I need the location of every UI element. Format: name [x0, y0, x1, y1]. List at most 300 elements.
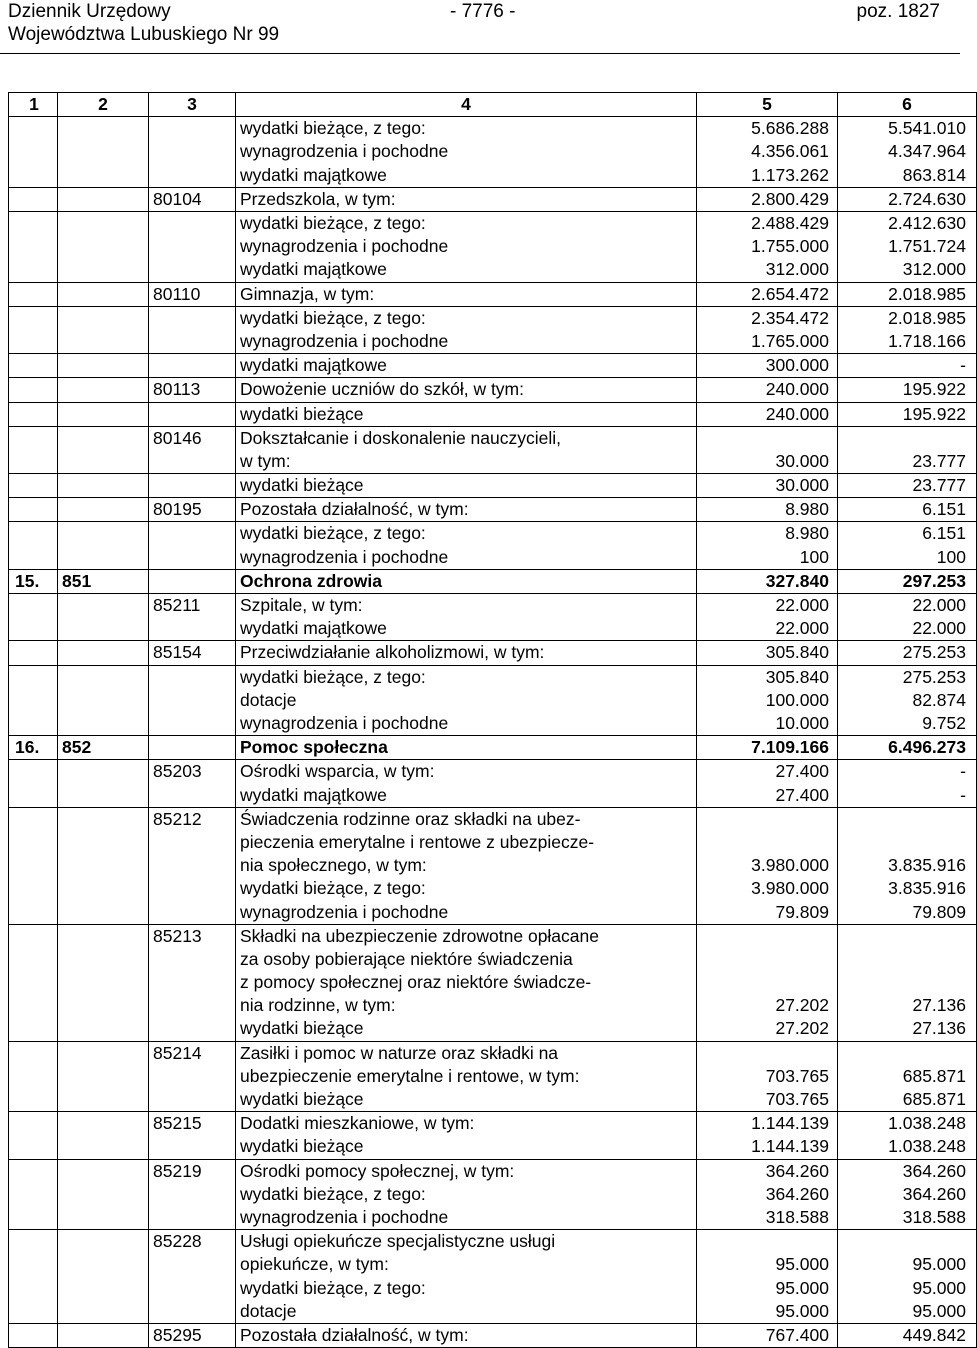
cell-col-5	[697, 354, 838, 378]
col-header-6: 6	[838, 93, 977, 117]
cell-line: Pozostała działalność, w tym:	[240, 1324, 469, 1345]
cell-col-5	[697, 282, 838, 306]
cell-line	[842, 808, 966, 831]
cell-line: 95.000	[912, 1300, 966, 1321]
cell-col-5	[697, 569, 838, 593]
cell-line	[701, 831, 829, 854]
cell-line: 27.202	[775, 995, 829, 1016]
cell-line: 8.980	[785, 499, 829, 520]
cell-col-4	[236, 1112, 697, 1159]
column-header-row	[9, 93, 977, 117]
cell-col-3: 85154	[149, 641, 236, 665]
cell-line	[842, 427, 966, 450]
cell-col-1	[9, 1323, 58, 1347]
cell-line: wydatki bieżące, z tego:	[240, 666, 426, 687]
col-header-1: 1	[9, 93, 58, 117]
cell-line: w tym:	[240, 450, 291, 471]
col-header-3: 3	[149, 93, 236, 117]
cell-line: 22.000	[912, 618, 966, 639]
cell-line: Dodatki mieszkaniowe, w tym:	[240, 1113, 475, 1134]
cell-col-5	[697, 426, 838, 473]
cell-col-3	[149, 474, 236, 498]
cell-line: 703.765	[765, 1089, 829, 1109]
cell-line: 1.755.000	[751, 236, 829, 257]
cell-line: 79.809	[912, 901, 966, 922]
cell-line: 22.000	[775, 595, 829, 616]
cell-line: 1.173.262	[751, 164, 829, 185]
cell-col-4	[236, 665, 697, 736]
cell-line: 318.588	[902, 1206, 966, 1227]
cell-col-3	[149, 354, 236, 378]
cell-line: 703.765	[765, 1065, 829, 1086]
cell-line: 6.151	[922, 523, 966, 544]
cell-col-5	[697, 924, 838, 1041]
cell-line: 2.488.429	[751, 212, 829, 233]
cell-line	[701, 971, 829, 994]
cell-line: wydatki majątkowe	[240, 164, 387, 185]
cell-col-1	[9, 760, 58, 807]
cell-col-2	[58, 1041, 149, 1112]
table-row	[9, 1230, 977, 1324]
cell-col-3	[149, 665, 236, 736]
cell-line: 100.000	[765, 689, 829, 710]
cell-line	[701, 925, 829, 948]
table-row	[9, 426, 977, 473]
cell-col-3: 80104	[149, 187, 236, 211]
cell-line: -	[960, 761, 966, 782]
cell-col-4	[236, 594, 697, 641]
cell-line: Dowożenie uczniów do szkół, w tym:	[240, 379, 524, 400]
table-row	[9, 211, 977, 282]
cell-col-5	[697, 1041, 838, 1112]
cell-col-2	[58, 378, 149, 402]
cell-col-5	[697, 474, 838, 498]
cell-line: 6.496.273	[888, 737, 966, 758]
cell-line: wydatki bieżące	[240, 403, 364, 424]
cell-line: 195.922	[902, 379, 966, 400]
cell-col-4	[236, 924, 697, 1041]
cell-line: wynagrodzenia i pochodne	[240, 712, 449, 733]
cell-col-2	[58, 807, 149, 924]
cell-line: 240.000	[765, 379, 829, 400]
cell-line: 2.018.985	[888, 283, 966, 304]
cell-line: 685.871	[902, 1089, 966, 1109]
cell-col-5	[697, 1159, 838, 1230]
cell-col-6	[838, 498, 977, 522]
cell-col-5	[697, 522, 838, 569]
cell-line: 10.000	[775, 712, 829, 733]
table-row	[9, 594, 977, 641]
cell-line: wydatki bieżące, z tego:	[240, 118, 426, 139]
cell-col-3: 80110	[149, 282, 236, 306]
cell-line: 767.400	[765, 1324, 829, 1345]
table-row	[9, 736, 977, 760]
cell-col-1	[9, 594, 58, 641]
cell-col-1	[9, 282, 58, 306]
cell-line: wynagrodzenia i pochodne	[240, 901, 449, 922]
cell-col-4	[236, 211, 697, 282]
cell-line: wydatki bieżące, z tego:	[240, 1277, 426, 1298]
cell-line: 863.814	[902, 164, 966, 185]
cell-line: 449.842	[902, 1324, 966, 1345]
cell-col-3	[149, 402, 236, 426]
cell-line: 1.038.248	[888, 1113, 966, 1134]
cell-line: 327.840	[765, 570, 829, 591]
cell-col-1: 16.	[9, 736, 58, 760]
table-row	[9, 1159, 977, 1230]
cell-col-2	[58, 641, 149, 665]
cell-col-6	[838, 594, 977, 641]
cell-col-1	[9, 1041, 58, 1112]
cell-line: 364.260	[765, 1160, 829, 1181]
cell-line: wydatki bieżące	[240, 1018, 364, 1039]
cell-col-5	[697, 117, 838, 188]
cell-col-6	[838, 665, 977, 736]
cell-line: 95.000	[775, 1277, 829, 1298]
cell-line: Świadczenia rodzinne oraz składki na ubez-	[240, 808, 581, 829]
cell-col-6	[838, 569, 977, 593]
table-row	[9, 569, 977, 593]
journal-title: Dziennik Urzędowy	[8, 1, 171, 22]
cell-line: ubezpieczenie emerytalne i rentowe, w tym:	[240, 1065, 580, 1086]
cell-col-2	[58, 924, 149, 1041]
cell-line: wydatki bieżące, z tego:	[240, 1183, 426, 1204]
cell-line: za osoby pobierające niektóre świadczenia	[240, 948, 573, 969]
cell-line: 7.109.166	[751, 737, 829, 758]
cell-col-5	[697, 1323, 838, 1347]
cell-line: wydatki majątkowe	[240, 618, 387, 639]
cell-line: 305.840	[765, 642, 829, 663]
cell-col-2	[58, 594, 149, 641]
table-row	[9, 665, 977, 736]
cell-col-6	[838, 1230, 977, 1324]
cell-col-2	[58, 402, 149, 426]
table-row	[9, 760, 977, 807]
cell-col-4	[236, 282, 697, 306]
cell-line: 27.400	[775, 761, 829, 782]
cell-col-1	[9, 474, 58, 498]
cell-line: 240.000	[765, 403, 829, 424]
table-row	[9, 187, 977, 211]
cell-col-3: 85214	[149, 1041, 236, 1112]
cell-line: 79.809	[775, 901, 829, 922]
table-row	[9, 1112, 977, 1159]
cell-line: Usługi opiekuńcze specjalistyczne usługi	[240, 1231, 556, 1252]
cell-line: 1.144.139	[751, 1113, 829, 1134]
cell-col-6	[838, 1159, 977, 1230]
cell-col-6	[838, 402, 977, 426]
cell-col-6	[838, 306, 977, 353]
cell-col-5	[697, 1230, 838, 1324]
cell-col-3	[149, 736, 236, 760]
cell-col-3: 85213	[149, 924, 236, 1041]
cell-col-5	[697, 665, 838, 736]
cell-col-5	[697, 306, 838, 353]
cell-line: nia społecznego, w tym:	[240, 855, 427, 876]
cell-col-2	[58, 1230, 149, 1324]
cell-col-2	[58, 522, 149, 569]
cell-line	[701, 808, 829, 831]
cell-line: z pomocy społecznej oraz niektóre świadcze-	[240, 972, 592, 993]
cell-col-2	[58, 306, 149, 353]
cell-line: 300.000	[765, 355, 829, 376]
cell-line: Ochrona zdrowia	[240, 570, 382, 591]
cell-line: 95.000	[912, 1277, 966, 1298]
cell-col-2: 852	[58, 736, 149, 760]
cell-line: Ośrodki wsparcia, w tym:	[240, 761, 435, 782]
cell-line: wynagrodzenia i pochodne	[240, 141, 449, 162]
cell-line: pieczenia emerytalne i rentowe z ubezpiecze-	[240, 831, 595, 852]
cell-col-2	[58, 474, 149, 498]
cell-col-6	[838, 426, 977, 473]
cell-col-1	[9, 402, 58, 426]
cell-col-3	[149, 211, 236, 282]
cell-line: 2.018.985	[888, 307, 966, 328]
cell-col-1	[9, 498, 58, 522]
cell-col-1	[9, 807, 58, 924]
cell-line: 5.686.288	[751, 118, 829, 139]
table-row	[9, 641, 977, 665]
table-row	[9, 282, 977, 306]
cell-line: nia rodzinne, w tym:	[240, 995, 396, 1016]
table-row	[9, 807, 977, 924]
header-rule	[0, 53, 960, 54]
cell-line: Składki na ubezpieczenie zdrowotne opłacane	[240, 925, 599, 946]
cell-line: wydatki bieżące	[240, 1136, 364, 1157]
cell-line: 100	[936, 546, 966, 567]
cell-col-2	[58, 211, 149, 282]
cell-col-6	[838, 282, 977, 306]
cell-line: Zasiłki i pomoc w naturze oraz składki na	[240, 1042, 559, 1063]
cell-col-1	[9, 1159, 58, 1230]
cell-line: 22.000	[775, 618, 829, 639]
cell-col-2: 851	[58, 569, 149, 593]
cell-col-3: 80195	[149, 498, 236, 522]
cell-col-5	[697, 807, 838, 924]
cell-col-4	[236, 426, 697, 473]
cell-line: wydatki bieżące, z tego:	[240, 212, 426, 233]
cell-col-1	[9, 426, 58, 473]
cell-line: 3.835.916	[888, 878, 966, 899]
cell-line: 2.724.630	[888, 188, 966, 209]
cell-line	[842, 831, 966, 854]
cell-col-2	[58, 282, 149, 306]
cell-col-4	[236, 569, 697, 593]
cell-line: 27.136	[912, 1018, 966, 1039]
cell-col-3: 80113	[149, 378, 236, 402]
position-number: poz. 1827	[856, 1, 940, 22]
cell-line: 3.980.000	[751, 878, 829, 899]
cell-line: wydatki majątkowe	[240, 355, 387, 376]
cell-line	[842, 1230, 966, 1253]
cell-col-6	[838, 807, 977, 924]
page-header-line-2	[0, 24, 960, 48]
cell-line: 318.588	[765, 1206, 829, 1227]
cell-col-3: 85228	[149, 1230, 236, 1324]
page-header-line-1	[0, 1, 960, 25]
cell-line: 3.835.916	[888, 855, 966, 876]
cell-line: wynagrodzenia i pochodne	[240, 1206, 449, 1227]
cell-col-1	[9, 354, 58, 378]
cell-line: Gimnazja, w tym:	[240, 283, 375, 304]
cell-col-6	[838, 354, 977, 378]
cell-line: 1.765.000	[751, 330, 829, 351]
cell-line: 364.260	[902, 1160, 966, 1181]
table-row	[9, 924, 977, 1041]
cell-line	[701, 948, 829, 971]
cell-col-1	[9, 924, 58, 1041]
cell-line: 2.654.472	[751, 283, 829, 304]
cell-line: 685.871	[902, 1065, 966, 1086]
cell-col-1	[9, 1112, 58, 1159]
budget-table	[8, 92, 977, 1348]
cell-line: wynagrodzenia i pochodne	[240, 236, 449, 257]
cell-col-5	[697, 1112, 838, 1159]
cell-line: 1.718.166	[888, 330, 966, 351]
cell-line: 23.777	[912, 450, 966, 471]
cell-col-4	[236, 187, 697, 211]
cell-col-1: 15.	[9, 569, 58, 593]
cell-col-5	[697, 594, 838, 641]
cell-line: 95.000	[912, 1254, 966, 1275]
cell-line: 5.541.010	[888, 118, 966, 139]
cell-col-4	[236, 760, 697, 807]
cell-line: opiekuńcze, w tym:	[240, 1254, 389, 1275]
cell-col-5	[697, 378, 838, 402]
cell-line: 364.260	[765, 1183, 829, 1204]
cell-col-2	[58, 354, 149, 378]
cell-col-5	[697, 736, 838, 760]
table-row	[9, 306, 977, 353]
cell-col-3: 85295	[149, 1323, 236, 1347]
cell-col-6	[838, 522, 977, 569]
cell-col-6	[838, 641, 977, 665]
cell-line: 305.840	[765, 666, 829, 687]
cell-line: dotacje	[240, 689, 297, 710]
cell-line: 2.354.472	[751, 307, 829, 328]
table-row	[9, 378, 977, 402]
cell-line: 195.922	[902, 403, 966, 424]
cell-line: 27.202	[775, 1018, 829, 1039]
cell-line: dotacje	[240, 1300, 297, 1321]
cell-col-4	[236, 474, 697, 498]
cell-col-3	[149, 569, 236, 593]
cell-col-4	[236, 378, 697, 402]
cell-col-2	[58, 760, 149, 807]
cell-line: 297.253	[902, 570, 966, 591]
cell-col-4	[236, 402, 697, 426]
cell-line: Szpitale, w tym:	[240, 595, 363, 616]
cell-line: 312.000	[765, 259, 829, 280]
cell-col-2	[58, 117, 149, 188]
cell-col-1	[9, 522, 58, 569]
cell-line: wydatki bieżące, z tego:	[240, 878, 426, 899]
cell-line: Ośrodki pomocy społecznej, w tym:	[240, 1160, 515, 1181]
cell-col-1	[9, 378, 58, 402]
table-row	[9, 1041, 977, 1112]
cell-col-6	[838, 1041, 977, 1112]
cell-line: wydatki bieżące	[240, 475, 364, 496]
cell-col-1	[9, 211, 58, 282]
col-header-4: 4	[236, 93, 697, 117]
cell-col-3	[149, 117, 236, 188]
cell-line: 27.400	[775, 784, 829, 805]
cell-line: 8.980	[785, 523, 829, 544]
cell-line: 1.038.248	[888, 1136, 966, 1157]
cell-col-1	[9, 641, 58, 665]
cell-col-6	[838, 378, 977, 402]
cell-col-4	[236, 1323, 697, 1347]
cell-line: wynagrodzenia i pochodne	[240, 330, 449, 351]
cell-line: 82.874	[912, 689, 966, 710]
cell-line: 95.000	[775, 1300, 829, 1321]
cell-col-6	[838, 211, 977, 282]
cell-col-3	[149, 522, 236, 569]
cell-col-3: 85215	[149, 1112, 236, 1159]
cell-col-4	[236, 1041, 697, 1112]
cell-line: Pomoc społeczna	[240, 737, 388, 758]
cell-line: 2.800.429	[751, 188, 829, 209]
cell-line: -	[960, 784, 966, 805]
cell-line: 275.253	[902, 666, 966, 687]
cell-line	[701, 427, 829, 450]
table-row	[9, 402, 977, 426]
cell-line: 22.000	[912, 595, 966, 616]
col-header-5: 5	[697, 93, 838, 117]
cell-line: 95.000	[775, 1254, 829, 1275]
cell-line: -	[960, 355, 966, 376]
cell-col-4	[236, 641, 697, 665]
cell-line: 3.980.000	[751, 855, 829, 876]
table-row	[9, 117, 977, 188]
cell-line	[842, 1042, 966, 1065]
cell-line: wydatki majątkowe	[240, 259, 387, 280]
cell-line: Dokształcanie i doskonalenie nauczycieli,	[240, 427, 562, 448]
cell-line: 9.752	[922, 712, 966, 733]
cell-col-1	[9, 1230, 58, 1324]
cell-col-5	[697, 402, 838, 426]
cell-col-6	[838, 1323, 977, 1347]
cell-line: 6.151	[922, 499, 966, 520]
page-number: - 7776 -	[450, 1, 516, 22]
cell-line: Przedszkola, w tym:	[240, 188, 396, 209]
table-row	[9, 522, 977, 569]
cell-col-2	[58, 187, 149, 211]
cell-line: 312.000	[902, 259, 966, 280]
cell-line: 1.751.724	[888, 236, 966, 257]
cell-line: wynagrodzenia i pochodne	[240, 546, 449, 567]
cell-col-2	[58, 1112, 149, 1159]
cell-col-2	[58, 498, 149, 522]
cell-col-4	[236, 807, 697, 924]
cell-col-1	[9, 306, 58, 353]
cell-col-2	[58, 426, 149, 473]
cell-col-5	[697, 760, 838, 807]
cell-line	[701, 1230, 829, 1253]
cell-col-6	[838, 474, 977, 498]
cell-col-6	[838, 187, 977, 211]
cell-line: 30.000	[775, 475, 829, 496]
cell-col-3: 85203	[149, 760, 236, 807]
cell-line	[701, 1042, 829, 1065]
cell-col-4	[236, 1159, 697, 1230]
cell-col-6	[838, 1112, 977, 1159]
cell-col-2	[58, 1323, 149, 1347]
cell-col-5	[697, 641, 838, 665]
table-row	[9, 1323, 977, 1347]
cell-line: 2.412.630	[888, 212, 966, 233]
cell-col-4	[236, 306, 697, 353]
